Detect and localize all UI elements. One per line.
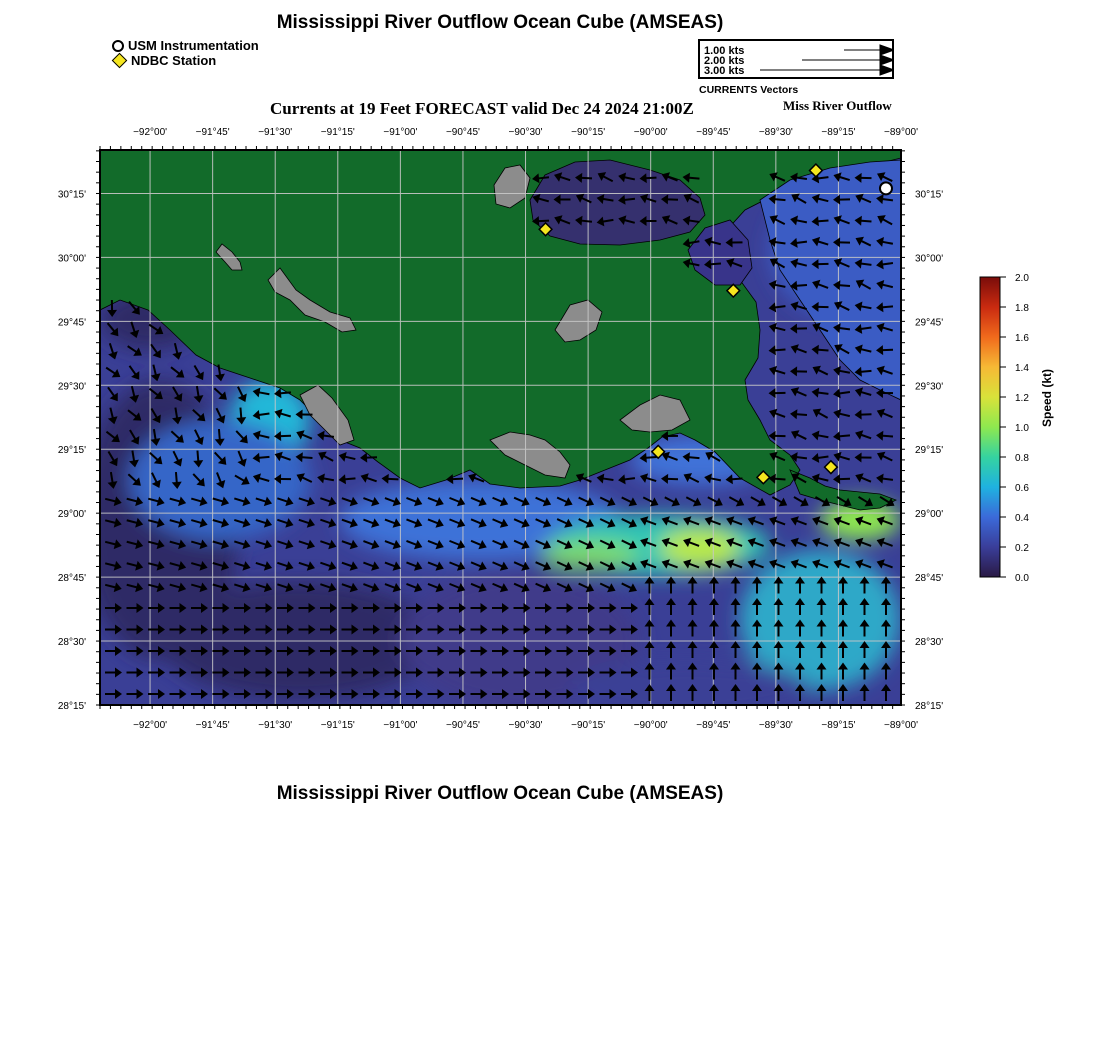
vector-key-label-3: 3.00 kts	[704, 65, 745, 77]
lat-label-right: 29°30'	[915, 381, 944, 393]
legend-usm-label: USM Instrumentation	[128, 38, 259, 53]
colorbar-tick-label: 2.0	[1015, 273, 1029, 284]
lon-label-bottom: −91°30'	[258, 720, 293, 731]
lat-label-left: 30°15'	[57, 189, 86, 201]
lat-label-right: 28°45'	[915, 573, 944, 585]
lon-label-top: −89°15'	[821, 127, 856, 138]
lon-label-bottom: −91°15'	[320, 720, 355, 731]
colorbar-tick-label: 1.4	[1015, 363, 1029, 374]
lat-label-right: 29°15'	[915, 445, 944, 457]
lon-label-bottom: −90°30'	[508, 720, 543, 731]
lat-label-left: 28°30'	[57, 637, 86, 649]
colorbar-tick-label: 1.6	[1015, 333, 1029, 344]
lat-label-right: 28°30'	[915, 637, 944, 649]
lon-label-top: −90°30'	[508, 127, 543, 138]
lon-label-top: −91°15'	[320, 127, 355, 138]
lon-label-top: −89°30'	[758, 127, 793, 138]
colorbar-tick-label: 0.4	[1015, 513, 1029, 524]
lon-label-top: −90°00'	[633, 127, 668, 138]
colorbar-title: Speed (kt)	[1040, 368, 1054, 427]
colorbar-tick-label: 0.8	[1015, 453, 1029, 464]
lon-label-top: −89°00'	[884, 127, 918, 138]
colorbar-tick-label: 0.2	[1015, 543, 1029, 554]
lon-label-bottom: −92°00'	[133, 720, 168, 731]
colorbar-tick-label: 1.8	[1015, 303, 1029, 314]
colorbar	[980, 277, 1000, 577]
lon-label-bottom: −89°45'	[696, 720, 731, 731]
colorbar-tick-label: 0.6	[1015, 483, 1029, 494]
lat-label-right: 29°45'	[915, 317, 944, 329]
lon-label-bottom: −91°00'	[383, 720, 418, 731]
lat-label-left: 28°15'	[57, 701, 86, 712]
lon-label-bottom: −90°00'	[633, 720, 668, 731]
lon-label-top: −91°45'	[195, 127, 230, 138]
colorbar-tick-label: 1.0	[1015, 423, 1029, 434]
lat-label-right: 29°00'	[915, 509, 944, 521]
lon-label-top: −89°45'	[696, 127, 731, 138]
lon-label-bottom: −89°30'	[758, 720, 793, 731]
lon-label-bottom: −90°15'	[571, 720, 606, 731]
lon-label-top: −92°00'	[133, 127, 168, 138]
vector-key-label-2: 2.00 kts	[704, 55, 745, 67]
vector-key-label-1: 1.00 kts	[704, 45, 745, 57]
lon-label-top: −91°30'	[258, 127, 293, 138]
lat-label-left: 30°00'	[57, 253, 86, 265]
vector-key-caption: CURRENTS Vectors	[699, 84, 799, 96]
lon-label-bottom: −90°45'	[445, 720, 480, 731]
lat-label-right: 28°15'	[915, 701, 944, 712]
lat-label-right: 30°15'	[915, 189, 944, 201]
colorbar-ticks	[1000, 273, 1029, 584]
lon-label-bottom: −91°45'	[195, 720, 230, 731]
lat-label-left: 29°45'	[57, 317, 86, 329]
lon-label-top: −90°15'	[571, 127, 606, 138]
lon-label-bottom: −89°15'	[821, 720, 856, 731]
plot-subtitle: Currents at 19 Feet FORECAST valid Dec 24 2024 21:00Z	[270, 99, 694, 118]
lat-label-left: 29°00'	[57, 509, 86, 521]
lon-label-top: −90°45'	[445, 127, 480, 138]
lon-label-top: −91°00'	[383, 127, 418, 138]
legend-ndbc-label: NDBC Station	[131, 53, 217, 68]
usm-station-marker	[880, 182, 892, 194]
colorbar-tick-label: 1.2	[1015, 393, 1029, 404]
lon-label-bottom: −89°00'	[884, 720, 918, 731]
map-title: Mississippi River Outflow Ocean Cube (AMSEAS)	[276, 12, 724, 33]
lat-label-left: 29°30'	[57, 381, 86, 393]
lat-label-right: 30°00'	[915, 253, 944, 265]
map-title-repeat: Mississippi River Outflow Ocean Cube (AMSEAS)	[276, 783, 724, 804]
region-label: Miss River Outflow	[783, 98, 892, 113]
lat-label-left: 28°45'	[57, 573, 86, 585]
lat-label-left: 29°15'	[57, 445, 86, 457]
colorbar-tick-label: 0.0	[1015, 573, 1029, 584]
